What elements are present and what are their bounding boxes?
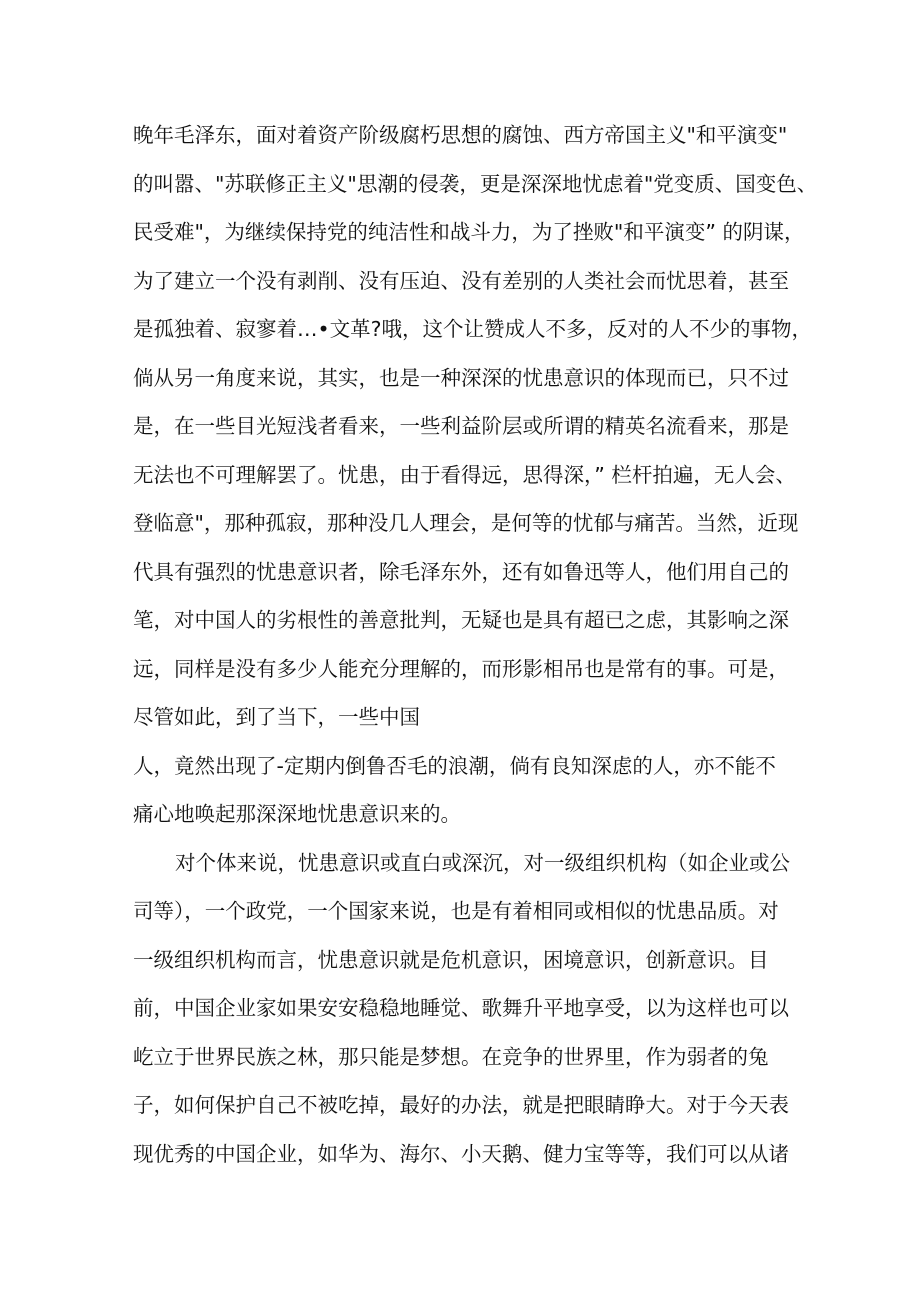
text-line: 尽管如此，到了当下，一些中国 <box>133 705 420 729</box>
body-text <box>133 111 818 1178</box>
text-line: 晚年毛泽东，面对着资产阶级腐朽思想的腐蚀、西方帝国主义"和平演变" <box>133 123 788 147</box>
text-line: 民受难"，为继续保持党的纯洁性和战斗力，为了挫败"和平演变” 的阴谋， <box>133 220 805 244</box>
text-line: 登临意"，那种孤寂，那种没几人理会，是何等的忧郁与痛苦。当然，近现 <box>133 511 799 535</box>
text-line: 为了建立一个没有剥削、没有压迫、没有差别的人类社会而忧思着，甚至 <box>133 268 789 293</box>
text-line: 笔，对中国人的劣根性的善意批判，无疑也是具有超已之虑，其影响之深 <box>133 608 789 632</box>
text-line: 倘从另一角度来说，其实，也是一种深深的忧患意识的体现而已，只不过 <box>133 365 789 390</box>
text-line: 是孤独着、寂寥着…•文革?哦，这个让赞成人不多，反对的人不少的事物， <box>133 317 812 341</box>
text-line: 一级组织机构而言，忧患意识就是危机意识，困境意识，创新意识。目 <box>133 947 769 972</box>
text-line: 前，中国企业家如果安安稳稳地睡觉、歌舞升平地享受，以为这样也可以 <box>133 996 789 1020</box>
text-line: 代具有强烈的忧患意识者，除毛泽东外，还有如鲁迅等人，他们用自己的 <box>133 559 789 584</box>
text-line: 是，在一些目光短浅者看来，一些利益阶层或所谓的精英名流看来，那是 <box>133 414 789 438</box>
text-line: 人，竟然出现了-定期内倒鲁否毛的浪潮，倘有良知深虑的人，亦不能不 <box>133 753 776 778</box>
paragraph-start-line: 对个体来说，忧患意识或直白或深沉，对一级组织机构（如企业或公 <box>175 850 790 875</box>
text-line: 远，同样是没有多少人能充分理解的，而形影相吊也是常有的事。可是， <box>133 656 789 681</box>
text-line: 无法也不可理解罢了。忧患，由于看得远，思得深，” 栏杆拍遍，无人会、 <box>133 462 796 487</box>
text-line: 现优秀的中国企业，如华为、海尔、小天鹅、健力宝等等，我们可以从诸 <box>133 1141 789 1166</box>
text-line: 司等），一个政党，一个国家来说，也是有着相同或相似的忧患品质。对 <box>133 899 779 923</box>
text-line: 屹立于世界民族之林，那只能是梦想。在竞争的世界里，作为弱者的兔 <box>133 1044 769 1069</box>
text-line: 子，如何保护自己不被吃掉，最好的办法，就是把眼睛睁大。对于今天表 <box>133 1093 789 1117</box>
text-line: 痛心地唤起那深深地忧患意识来的。 <box>133 802 461 826</box>
text-line: 的叫嚣、"苏联修正主义"思潮的侵袭，更是深深地忧虑着"党变质、国变色、 <box>133 171 818 196</box>
